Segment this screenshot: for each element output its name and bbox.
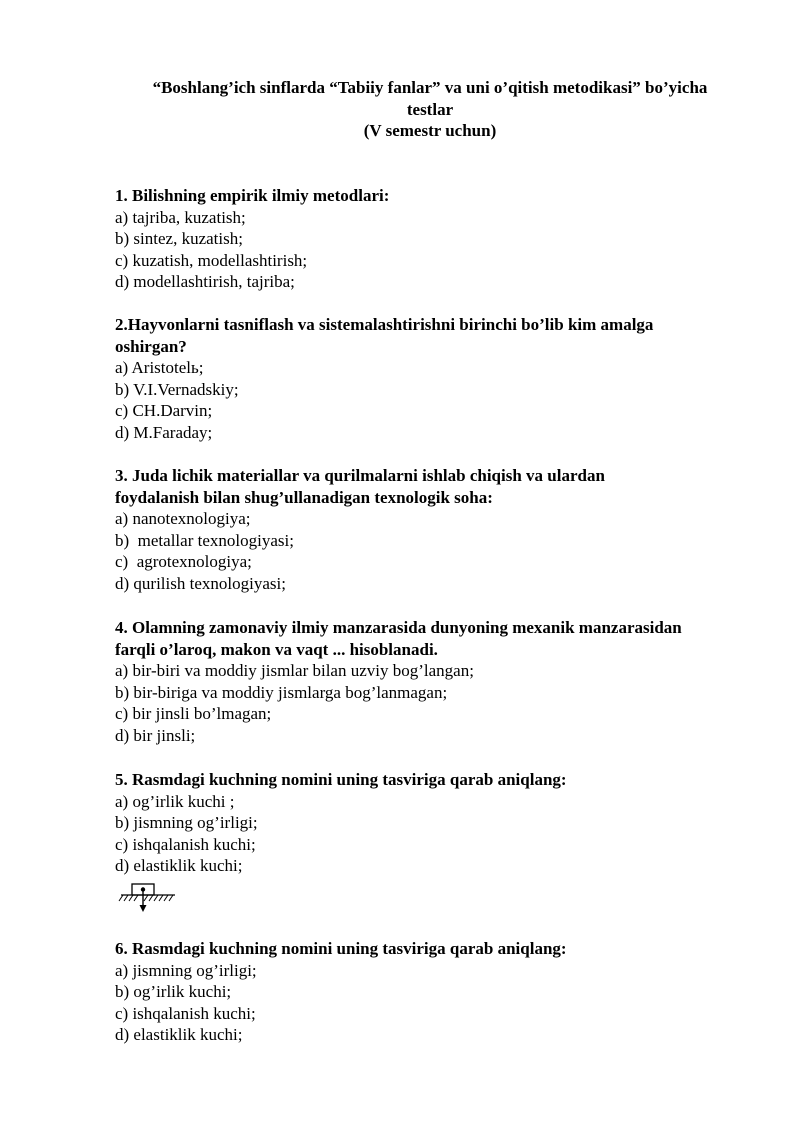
answer-option-a: a) og’irlik kuchi ; [115,791,235,811]
question-text [115,465,775,508]
question-text [115,769,775,791]
answer-option-c: c) ishqalanish kuchi; [115,1003,256,1023]
answer-option-d: d) elastiklik kuchi; [115,856,243,876]
answer-option-a: a) jismning og’irligi; [115,960,257,980]
answer-option-d: d) modellashtirish, tajriba; [115,272,295,292]
answer-option-d: d) qurilish texnologiyasi; [115,573,286,593]
question-3 [115,465,775,595]
title-line-2: testlar [406,99,454,119]
answer-option-c: c) CH.Darvin; [115,401,213,421]
question-text [115,938,775,960]
answer-option-c: c) kuzatish, modellashtirish; [115,250,308,270]
answer-option-d: d) M.Faraday; [115,422,213,442]
question-text-line: 5. Rasmdagi kuchning nomini uning tasviriga qarab aniqlang: [115,770,567,789]
answer-option-a: a) nanotexnologiya; [115,509,251,529]
force-diagram-figure [118,883,178,913]
answer-option-b: b) V.I.Vernadskiy; [115,379,239,399]
answer-option-a: a) tajriba, kuzatish; [115,207,246,227]
question-text-line: foydalanish bilan shug’ullanadigan texnologik soha: [115,487,493,507]
question-text-line: farqli o’laroq, makon va vaqt ... hisoblanadi. [115,639,438,659]
answer-option-a: a) Aristotelь; [115,358,204,378]
answer-option-d: d) elastiklik kuchi; [115,1025,243,1045]
force-arrow-head-icon [140,905,147,912]
answer-option-b: b) og’irlik kuchi; [115,982,232,1002]
answer-option-c: c) ishqalanish kuchi; [115,834,256,854]
answer-option-b: b) jismning og’irligi; [115,813,258,833]
question-text [115,617,775,660]
question-text-line: oshirgan? [115,336,187,356]
answer-option-b: b) metallar texnologiyasi; [115,530,294,550]
question-4 [115,617,775,747]
answer-option-b: b) bir-biriga va moddiy jismlarga bog’lanmagan; [115,682,448,702]
question-text-line: 2.Hayvonlarni tasniflash va sistemalashtirishni birinchi bo’lib kim amalga [115,315,654,334]
title-line-3: (V semestr uchun) [363,121,497,141]
question-text-line: 4. Olamning zamonaviy ilmiy manzarasida dunyoning mexanik manzarasidan [115,618,682,637]
question-5 [115,769,775,877]
title-line-1: “Boshlang’ich sinflarda “Tabiiy fanlar” va uni o’qitish metodikasi” bo’yicha [152,78,708,97]
question-6 [115,938,775,1046]
question-1 [115,185,775,293]
question-text-line: 1. Bilishning empirik ilmiy metodlari: [115,186,390,205]
question-text [115,185,775,207]
answer-option-d: d) bir jinsli; [115,725,196,745]
question-2 [115,314,775,444]
answer-option-a: a) bir-biri va moddiy jismlar bilan uzviy bog’langan; [115,661,474,681]
document-title [60,77,800,142]
question-text-line: 6. Rasmdagi kuchning nomini uning tasviriga qarab aniqlang: [115,939,567,958]
answer-option-c: c) bir jinsli bo’lmagan; [115,704,272,724]
surface-hatching [119,895,173,901]
question-text [115,314,775,357]
answer-option-b: b) sintez, kuzatish; [115,229,243,249]
answer-option-c: c) agrotexnologiya; [115,552,252,572]
question-text-line: 3. Juda lichik materiallar va qurilmalarni ishlab chiqish va ulardan [115,466,605,485]
